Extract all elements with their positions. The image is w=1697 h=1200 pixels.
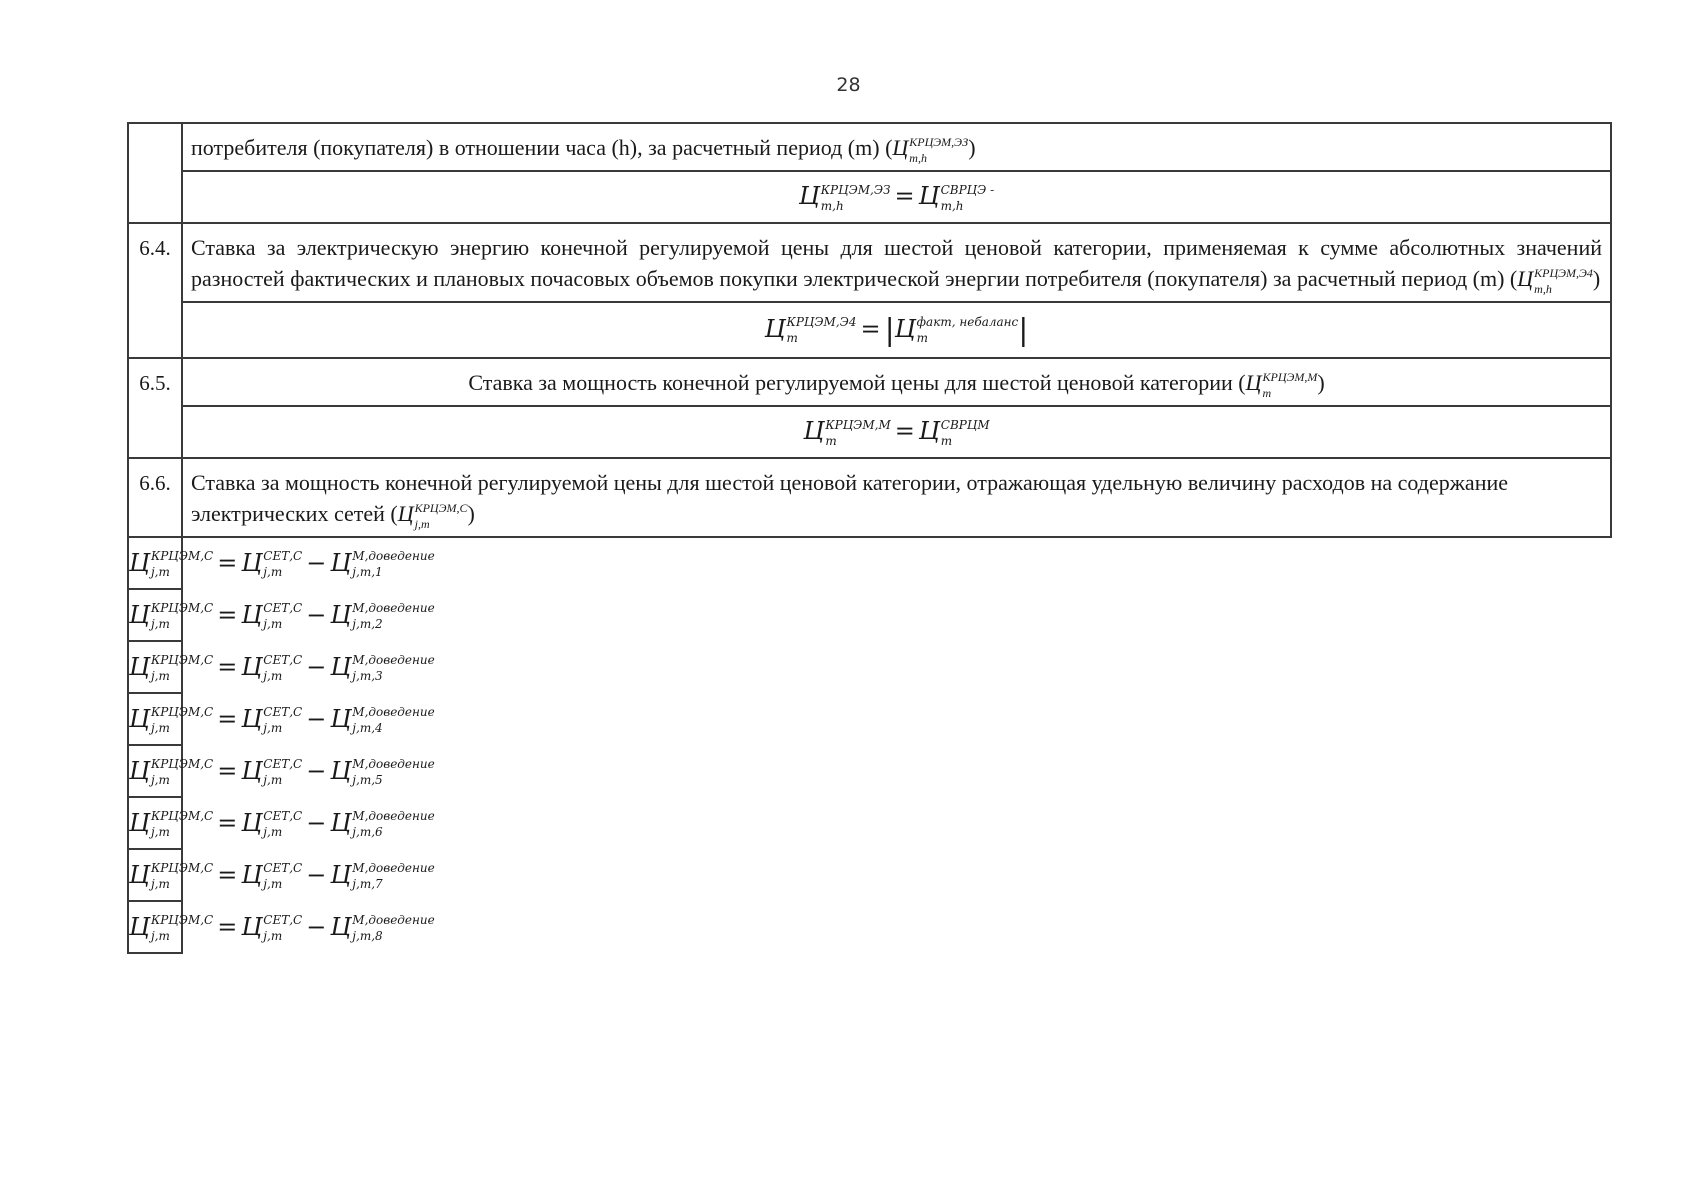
formula: Ц КРЦЭМ,С j,m = Ц СЕТ,С j,m − Ц М,доведение j,m,7	[129, 860, 435, 892]
formula-cell	[128, 745, 435, 797]
page-number: 28	[836, 74, 861, 96]
row-description: Ставка за мощность конечной регулируемой цены для шестой ценовой категории, отражающая удельную величину расходов на содержание электрических сетей (Ц КРЦЭМ,С j,m )	[182, 458, 1611, 537]
inline-formula: Ц КРЦЭМ,С j,m	[397, 501, 468, 532]
table-row-formula	[128, 693, 1611, 745]
table-row-formula	[128, 171, 1611, 223]
table-row-formula	[128, 537, 1611, 589]
inline-formula: Ц КРЦЭМ,Э4 m,h	[1517, 266, 1593, 297]
table-row-formula	[128, 406, 1611, 458]
formula: Ц КРЦЭМ,С j,m = Ц СЕТ,С j,m − Ц М,доведение j,m,5	[129, 756, 435, 788]
row-description: Ставка за мощность конечной регулируемой цены для шестой ценовой категории (Ц КРЦЭМ,М m )	[182, 358, 1611, 406]
table-row-formula	[128, 745, 1611, 797]
formula: Ц КРЦЭМ,С j,m = Ц СЕТ,С j,m − Ц М,доведение j,m,3	[129, 652, 435, 684]
row-number: 6.6.	[128, 458, 182, 537]
row-number: 6.4.	[128, 223, 182, 358]
inline-formula: Ц КРЦЭМ,М m	[1245, 370, 1318, 401]
formula-cell	[128, 537, 435, 589]
formula: Ц КРЦЭМ,С j,m = Ц СЕТ,С j,m − Ц М,доведение j,m,4	[129, 704, 435, 736]
formula-cell	[128, 901, 435, 953]
formula-cell	[182, 302, 1611, 358]
inline-formula: Ц КРЦЭМ,ЭЗ m,h	[892, 134, 969, 165]
table-row-formula	[128, 302, 1611, 358]
formula: Ц КРЦЭМ,С j,m = Ц СЕТ,С j,m − Ц М,доведение j,m,8	[129, 912, 435, 944]
formula: Ц КРЦЭМ,М m = Ц СВРЦМ m	[803, 417, 990, 448]
formula: Ц КРЦЭМ,С j,m = Ц СЕТ,С j,m − Ц М,доведение j,m,1	[129, 548, 435, 580]
formula: Ц КРЦЭМ,С j,m = Ц СЕТ,С j,m − Ц М,доведение j,m,2	[129, 600, 435, 632]
abs-bar-left: |	[884, 312, 895, 348]
formula-cell	[128, 797, 435, 849]
table-row-formula	[128, 641, 1611, 693]
formula: Ц КРЦЭМ,Э4 m = |Ц факт, небаланс m |	[764, 312, 1029, 348]
formula-cell	[128, 589, 435, 641]
row-number: 6.5.	[128, 358, 182, 458]
table-row-formula	[128, 589, 1611, 641]
table-row-formula	[128, 797, 1611, 849]
row-description: потребителя (покупателя) в отношении часа (h), за расчетный период (m) (Ц КРЦЭМ,ЭЗ m,h )	[182, 123, 1611, 171]
table-row-6-5	[128, 358, 1611, 406]
formula-cell	[128, 641, 435, 693]
formula-cell	[128, 849, 435, 901]
table-row-formula	[128, 901, 1611, 953]
rates-table	[127, 122, 1612, 954]
table-row-6-4	[128, 223, 1611, 302]
formula-cell	[182, 171, 1611, 223]
formula-cell	[182, 406, 1611, 458]
table-row-continuation	[128, 123, 1611, 171]
table-row-6-6	[128, 458, 1611, 537]
formula: Ц КРЦЭМ,С j,m = Ц СЕТ,С j,m − Ц М,доведение j,m,6	[129, 808, 435, 840]
row-number-empty	[128, 123, 182, 223]
row-description: Ставка за электрическую энергию конечной регулируемой цены для шестой ценовой категории, применяемая к сумме абсолютных значений разностей фактических и плановых почасовых объемов покупки электрической энергии потребителя (покупателя) за расчетный период (m) (Ц КРЦЭМ,Э4 m,h )	[182, 223, 1611, 302]
formula-cell	[128, 693, 435, 745]
formula: Ц КРЦЭМ,ЭЗ m,h = Ц СВРЦЭ - m,h	[798, 182, 995, 213]
abs-bar-right: |	[1018, 312, 1029, 348]
table-row-formula	[128, 849, 1611, 901]
